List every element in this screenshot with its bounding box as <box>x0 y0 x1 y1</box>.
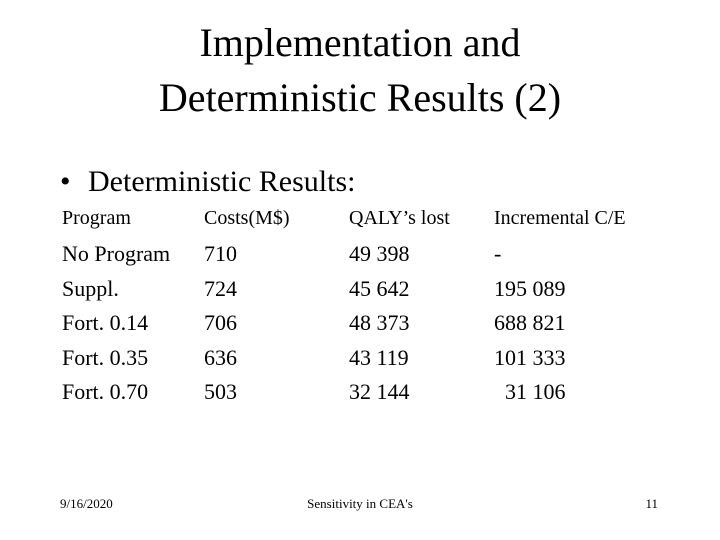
table-cell: 195 089 <box>494 275 566 301</box>
column-header-incremental-ce: Incremental C/E <box>494 207 626 229</box>
table-cell: Fort. 0.14 <box>62 310 149 335</box>
table-cell: Fort. 0.35 <box>62 344 149 370</box>
column-incremental-ce <box>494 205 626 410</box>
column-header-costs: Costs(M$) <box>204 207 290 229</box>
table-cell: 43 119 <box>349 344 409 370</box>
table-cell: 688 821 <box>494 310 566 335</box>
table-cell: No Program <box>62 241 171 266</box>
table-cell: Fort. 0.70 <box>62 379 149 404</box>
bullet-text: Deterministic Results: <box>88 165 356 198</box>
bullet-icon: • <box>60 165 71 198</box>
table-cell: 48 373 <box>349 310 410 335</box>
table-cell: 724 <box>204 275 237 301</box>
column-qaly-lost <box>349 205 450 410</box>
table-cell: 49 398 <box>349 241 410 266</box>
table-cell: 710 <box>204 241 237 266</box>
table-cell: 636 <box>204 344 237 370</box>
bullet-heading <box>60 164 355 200</box>
column-program <box>62 205 170 410</box>
footer-title: Sensitivity in CEA's <box>307 496 413 511</box>
slide-number: 11 <box>645 496 658 511</box>
column-header-program: Program <box>62 207 131 229</box>
column-costs <box>204 205 290 410</box>
table-cell: - <box>494 241 502 266</box>
table-cell: 503 <box>204 379 237 404</box>
table-cell: 32 144 <box>349 379 410 404</box>
table-cell: 45 642 <box>349 275 410 301</box>
slide-title-line-2: Deterministic Results (2) <box>158 75 562 120</box>
slide-title-line-1: Implementation and <box>199 20 521 65</box>
table-cell: 706 <box>204 310 237 335</box>
table-cell: 101 333 <box>494 344 566 370</box>
table-cell: Suppl. <box>62 275 119 301</box>
column-header-qaly-lost: QALY’s lost <box>349 207 450 229</box>
footer-date: 9/16/2020 <box>60 496 113 511</box>
table-cell: 31 106 <box>494 379 566 404</box>
